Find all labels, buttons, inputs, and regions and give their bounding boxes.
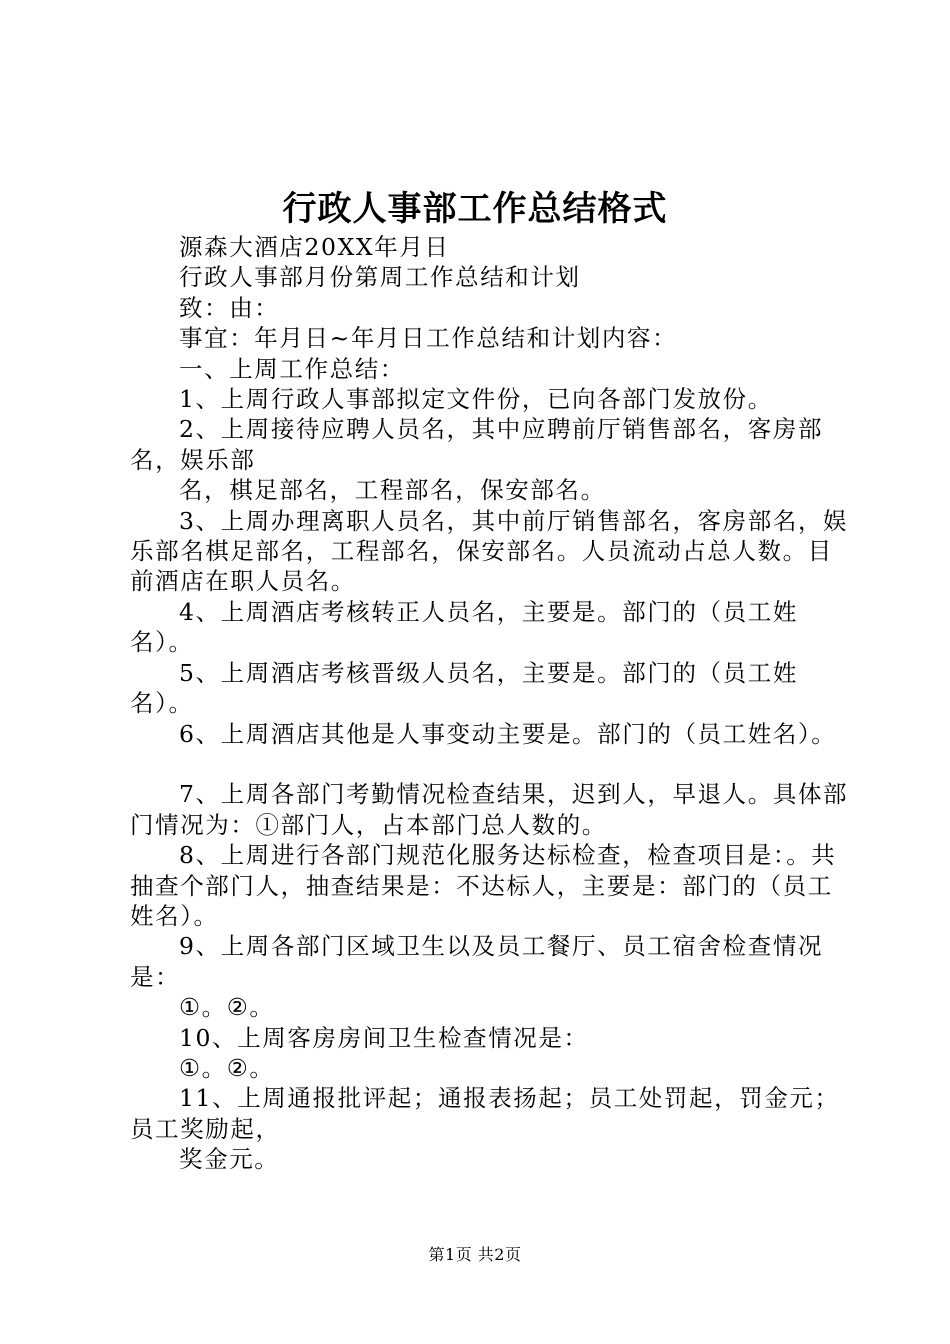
paragraph-section-heading: 一、上周工作总结： xyxy=(179,354,405,383)
document-body xyxy=(130,232,855,1175)
paragraph-item-11-continued: 奖金元。 xyxy=(179,1145,280,1174)
paragraph-item-9: 9、上周各部门区域卫生以及员工餐厅、员工宿舍检查情况是： xyxy=(130,932,824,991)
paragraph-item-1: 1、上周行政人事部拟定文件份，已向各部门发放份。 xyxy=(179,385,773,414)
paragraph-report-name: 行政人事部月份第周工作总结和计划 xyxy=(179,263,581,292)
paragraph-item-4: 4、上周酒店考核转正人员名，主要是。部门的（员工姓名）。 xyxy=(130,597,798,657)
paragraph-item-9-details: ①。②。 xyxy=(179,993,275,1022)
page-footer xyxy=(0,1244,950,1266)
paragraph-item-6: 6、上周酒店其他是人事变动主要是。部门的（员工姓名）。 xyxy=(179,719,837,748)
document-title: 行政人事部工作总结格式 xyxy=(282,189,668,229)
paragraph-item-10: 10、上周客房房间卫生检查情况是： xyxy=(179,1023,589,1052)
paragraph-subject: 事宜：年月日~年月日工作总结和计划内容： xyxy=(179,324,678,353)
paragraph-item-2-continued: 名，棋足部名，工程部名，保安部名。 xyxy=(179,476,606,505)
paragraph-item-8: 8、上周进行各部门规范化服务达标检查，检查项目是：。共抽查个部门人，抽查结果是：不达标人，主要是：部门的（员工姓名）。 xyxy=(130,841,837,930)
paragraph-item-2: 2、上周接待应聘人员名，其中应聘前厅销售部名，客房部名，娱乐部 xyxy=(130,415,824,474)
paragraph-item-7: 7、上周各部门考勤情况检查结果，迟到人，早退人。具体部门情况为：①部门人，占本部门总人数的。 xyxy=(130,780,849,839)
paragraph-item-11: 11、上周通报批评起；通报表扬起；员工处罚起，罚金元；员工奖励起， xyxy=(130,1084,840,1143)
page-number-label: 第1页 共2页 xyxy=(428,1245,522,1264)
paragraph-header-hotel-date: 源森大酒店20XX年月日 xyxy=(179,233,450,261)
paragraph-item-10-details: ①。②。 xyxy=(179,1053,275,1082)
paragraph-to-from: 致：由： xyxy=(179,293,280,322)
paragraph-item-3: 3、上周办理离职人员名，其中前厅销售部名，客房部名，娱乐部名棋足部名，工程部名，保安部名。人员流动占总人数。目前酒店在职人员名。 xyxy=(130,506,849,596)
paragraph-blank xyxy=(130,749,855,779)
paragraph-item-5: 5、上周酒店考核晋级人员名，主要是。部门的（员工姓名）。 xyxy=(130,658,798,718)
